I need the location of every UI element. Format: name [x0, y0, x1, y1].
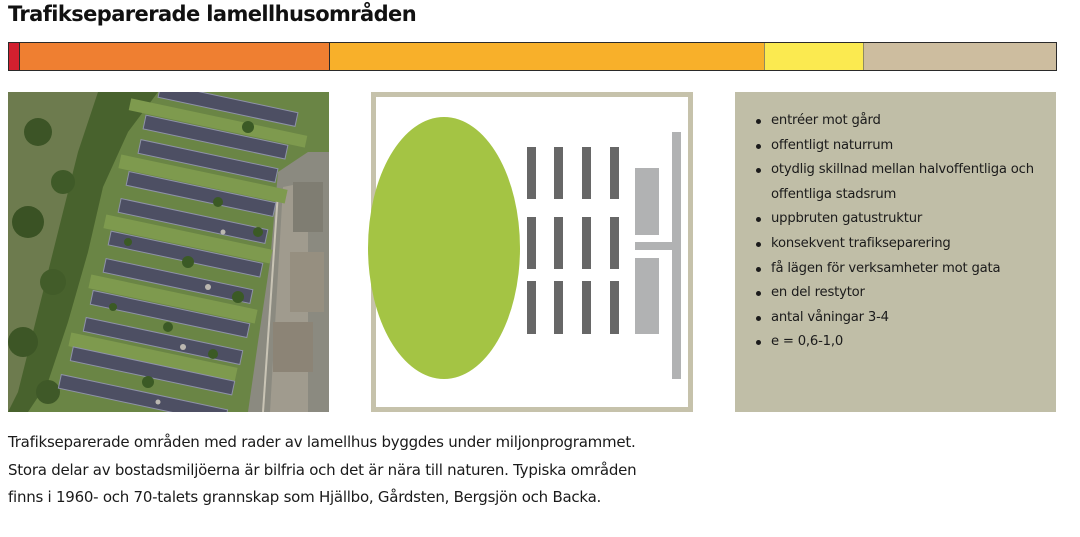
page-title: Trafikseparerade lamellhusområden — [8, 2, 417, 26]
parking-and-road — [635, 132, 681, 379]
bullet-icon — [756, 316, 761, 321]
building-row — [582, 281, 591, 334]
building-row — [610, 217, 619, 269]
building-row — [610, 281, 619, 334]
bullet-icon — [756, 291, 761, 296]
bullet-icon — [756, 119, 761, 124]
access-road — [635, 242, 672, 250]
bullet-icon — [756, 340, 761, 345]
description-line: Stora delar av bostadsmiljöerna är bilfria och det är nära till naturen. Typiska områden — [8, 460, 637, 479]
building-row — [582, 147, 591, 199]
aerial-photo-illustration — [8, 92, 329, 412]
color-band-segment-orange — [330, 43, 765, 70]
building-row — [554, 217, 563, 269]
bullet-icon — [756, 267, 761, 272]
plan-diagram-drawing — [371, 92, 693, 412]
bullet-icon — [756, 144, 761, 149]
building-row — [554, 281, 563, 334]
building-row — [527, 217, 536, 269]
feature-item: antal våningar 3-4 — [755, 306, 1040, 331]
feature-item: få lägen för verksamheter mot gata — [755, 257, 1040, 282]
feature-item: en del restytor — [755, 281, 1040, 306]
main-road — [672, 132, 681, 379]
feature-item: e = 0,6-1,0 — [755, 330, 1040, 355]
plan-diagram — [371, 92, 693, 412]
bullet-icon — [756, 242, 761, 247]
building-row — [582, 217, 591, 269]
building-row — [527, 147, 536, 199]
parking-lot — [635, 168, 659, 235]
feature-item: konsekvent trafikseparering — [755, 232, 1040, 257]
features-list — [755, 109, 1040, 355]
bullet-icon — [756, 168, 761, 173]
aerial-photo — [8, 92, 329, 412]
nature-area-ellipse — [368, 117, 520, 379]
description-line: Trafikseparerade områden med rader av lamellhus byggdes under miljonprogrammet. — [8, 433, 636, 451]
feature-item: uppbruten gatustruktur — [755, 207, 1040, 232]
feature-item: entréer mot gård — [755, 109, 1040, 134]
color-band-segment-beige — [864, 43, 1056, 70]
building-rows — [527, 147, 619, 334]
description-line: finns i 1960- och 70-talets grannskap som Hjällbo, Gårdsten, Bergsjön och Backa. — [8, 488, 602, 506]
description-paragraph — [8, 429, 1008, 512]
color-scale-band — [8, 42, 1057, 71]
color-band-segment-yellow — [765, 43, 864, 70]
building-row — [527, 281, 536, 334]
feature-item: offentligt naturrum — [755, 134, 1040, 159]
building-row — [554, 147, 563, 199]
building-row — [610, 147, 619, 199]
color-band-segment-red — [9, 43, 20, 70]
parking-lot — [635, 258, 659, 334]
feature-item: otydlig skillnad mellan halvoffentliga och offentliga stadsrum — [755, 158, 1040, 207]
bullet-icon — [756, 217, 761, 222]
color-band-segment-dark-orange — [20, 43, 330, 70]
features-box — [735, 92, 1056, 412]
